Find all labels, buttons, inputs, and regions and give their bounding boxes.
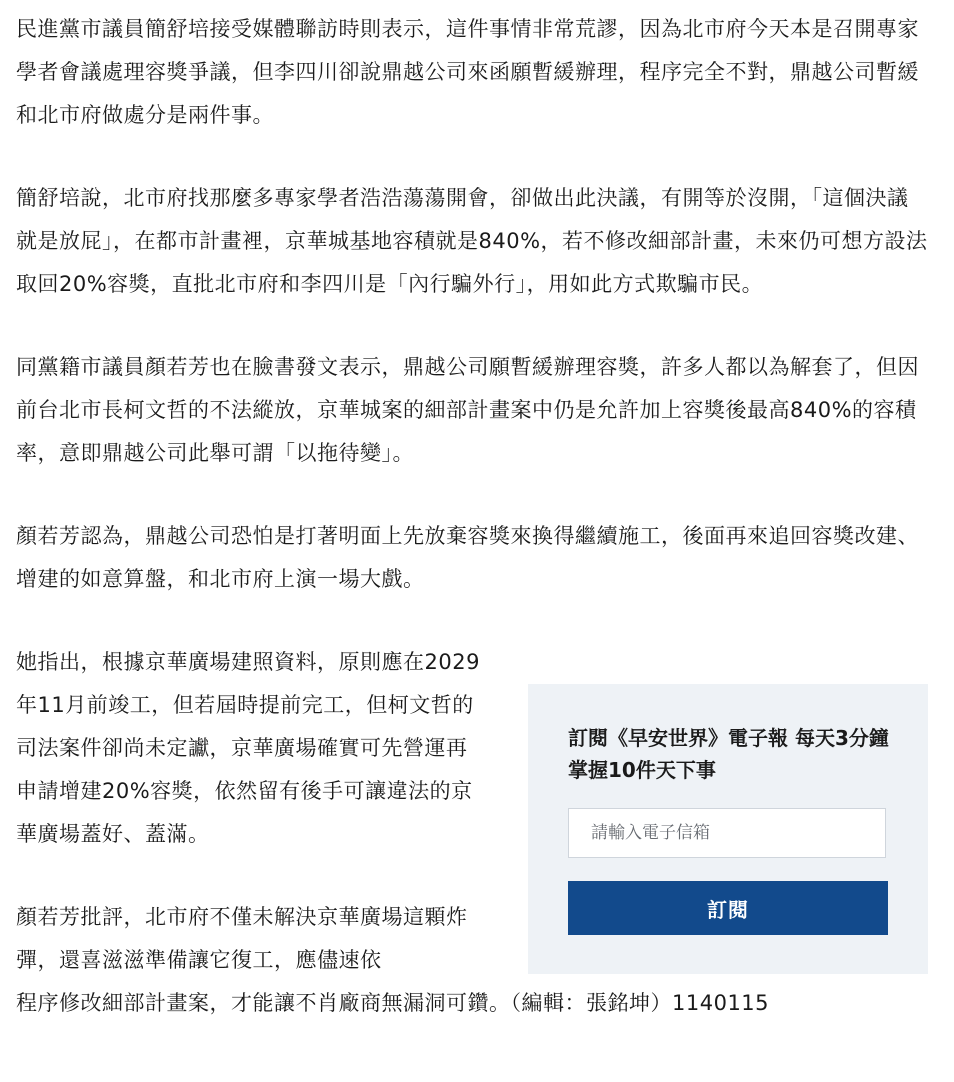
newsletter-title: 訂閱《早安世界》電子報 每天3分鐘掌握10件天下事 [568,726,889,782]
newsletter-subscribe-box [528,684,928,974]
article-paragraph-6-part2: 程序修改細部計畫案，才能讓不肖廠商無漏洞可鑽。（編輯：張銘坤）1140115 [16,991,770,1015]
article-paragraph-2: 簡舒培說，北市府找那麼多專家學者浩浩蕩蕩開會，卻做出此決議，有開等於沒開，「這個決議就是放屁」，在都市計畫裡，京華城基地容積就是840%，若不修改細部計畫，未來仍可想方設法取回20%容獎，直批北市府和李四川是「內行騙外行」，用如此方式欺騙市民。 [16,186,928,296]
article-paragraph-5: 她指出，根據京華廣場建照資料，原則應在2029年11月前竣工，但若屆時提前完工，但柯文哲的司法案件卻尚未定讞，京華廣場確實可先營運再申請增建20%容獎，依然留有後手可讓違法的京華廣場蓋好、蓋滿。 [16,650,480,846]
article-paragraph-3: 同黨籍市議員顏若芳也在臉書發文表示，鼎越公司願暫緩辦理容獎，許多人都以為解套了，但因前台北市長柯文哲的不法縱放，京華城案的細部計畫案中仍是允許加上容獎後最高840%的容積率，意即鼎越公司此舉可謂「以拖待變」。 [16,355,919,465]
article-paragraph-1: 民進黨市議員簡舒培接受媒體聯訪時則表示，這件事情非常荒謬，因為北市府今天本是召開專家學者會議處理容獎爭議，但李四川卻說鼎越公司來函願暫緩辦理，程序完全不對，鼎越公司暫緩和北市府做處分是兩件事。 [16,17,919,127]
email-input[interactable] [568,808,886,858]
article-paragraph-6-part1: 顏若芳批評，北市府不僅未解決京華廣場這顆炸彈，還喜滋滋準備讓它復工，應儘速依 [16,905,468,972]
article-paragraph-4: 顏若芳認為，鼎越公司恐怕是打著明面上先放棄容獎來換得繼續施工，後面再來追回容獎改建、增建的如意算盤，和北市府上演一場大戲。 [16,524,919,591]
subscribe-button[interactable]: 訂閱 [568,881,888,935]
